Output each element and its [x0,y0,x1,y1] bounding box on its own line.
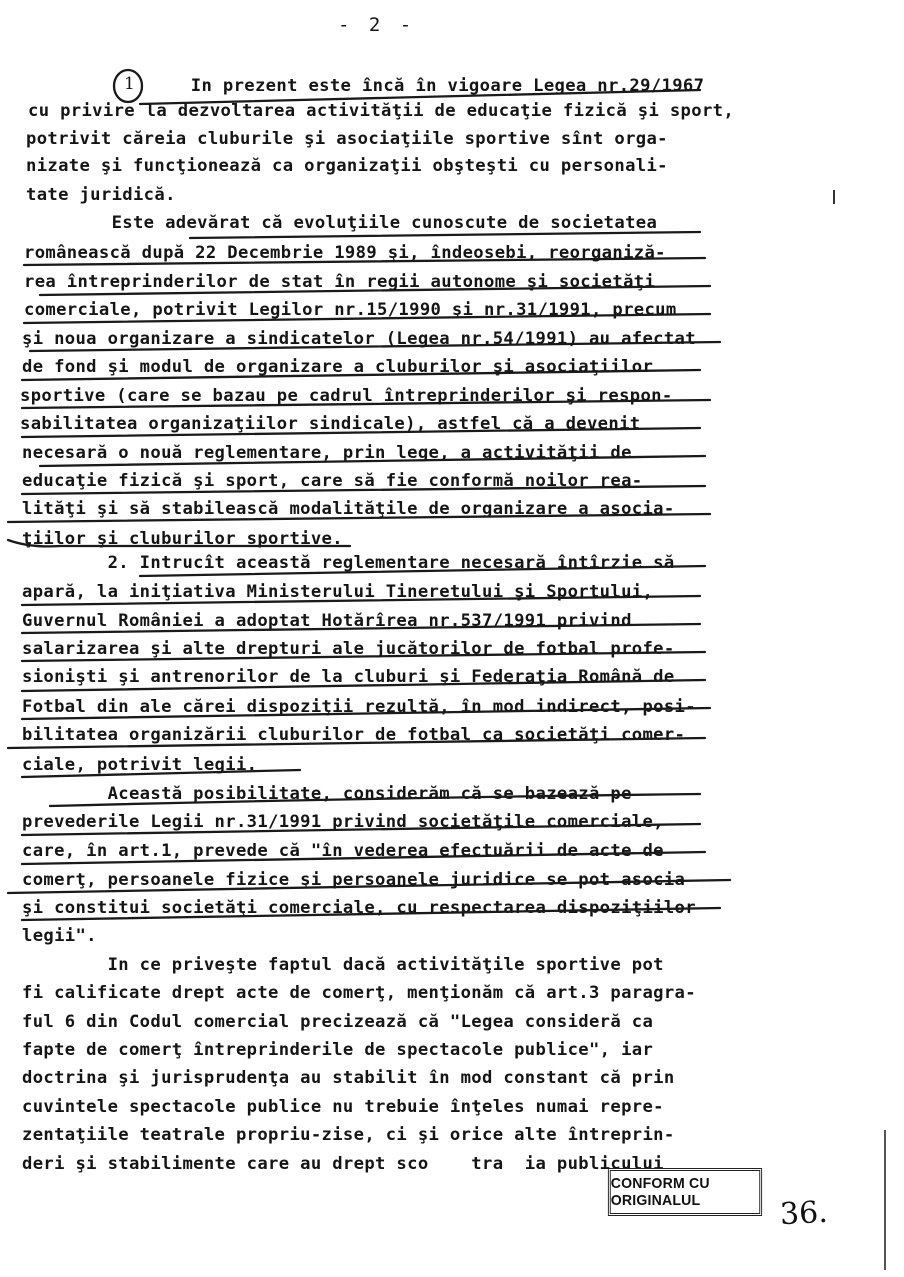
text-line: In prezent este încă în vigoare Legea nr.29/1967 [148,76,705,96]
text-line: comerciale, potrivit Legilor nr.15/1990 şi nr.31/1991, precum [24,300,677,320]
text-line: necesară o nouă reglementare, prin lege, a activităţii de [22,443,632,463]
text-line: Este adevărat că evoluţiile cunoscute de societatea [26,213,658,233]
text-line: Fotbal din ale cărei dispoziţii rezultă, în mod indirect, posi- [22,697,696,717]
text-line: educaţie fizică şi sport, care să fie conformă noilor rea- [22,471,643,491]
text-line: cu privire la dezvoltarea activităţii de educaţie fizică şi sport, [28,101,735,121]
text-line: ful 6 din Codul comercial precizează că "Legea consideră ca [22,1012,654,1032]
folio-number: 36. [779,1194,829,1233]
conform-cu-originalul-stamp: CONFORM CU ORIGINALUL [608,1168,762,1216]
text-line: şi constitui societăţi comerciale, cu respectarea dispoziţiilor [22,898,696,918]
text-line: nizate şi funcţionează ca organizaţii obşteşti cu personali- [26,156,668,176]
text-line: de fond şi modul de organizare a cluburilor şi asociaţiilor [22,357,654,377]
text-line: Guvernul României a adoptat Hotărîrea nr.537/1991 privind [22,611,632,631]
text-line: sabilitatea organizaţiilor sindicale), astfel că a devenit [20,414,641,434]
page-number: - 2 - [338,14,416,36]
text-line: ciale, potrivit legii. [22,755,258,775]
text-line: tate juridică. [26,185,176,205]
scan-edge-line [884,1130,886,1270]
text-line: salarizarea şi alte drepturi ale jucătorilor de fotbal profe- [22,639,675,659]
text-line: lităţi şi să stabilească modalităţile de organizare a asocia- [22,499,675,519]
text-line: Această posibilitate, considerăm că se bazează pe [22,784,632,804]
text-line: sportive (care se bazau pe cadrul întreprinderilor şi respon- [20,386,673,406]
text-line: doctrina şi jurisprudenţa au stabilit în mod constant că prin [22,1068,675,1088]
text-line: fapte de comerţ întreprinderile de spectacole publice", iar [22,1040,654,1060]
text-line: deri şi stabilimente care au drept sco tra ia publicului [22,1154,664,1174]
text-line: zentaţiile teatrale propriu-zise, ci şi orice alte întreprin- [22,1125,675,1145]
text-line: care, în art.1, prevede că "în vederea efectuării de acte de [22,841,664,861]
text-line: potrivit căreia cluburile şi asociaţiile sportive sînt orga- [26,129,668,149]
text-line: In ce priveşte faptul dacă activităţile sportive pot [22,955,664,975]
text-line: apară, la iniţiativa Ministerului Tineretului şi Sportului, [22,582,654,602]
text-line: fi calificate drept acte de comerţ, menţionăm că art.3 paragra- [22,983,696,1003]
text-line: legii". [22,926,97,946]
text-line: cuvintele spectacole publice nu trebuie înţeles numai repre- [22,1097,664,1117]
text-line: bilitatea organizării cluburilor de fotbal ca societăţi comer- [22,725,686,745]
text-line: rea întreprinderilor de stat în regii autonome şi societăţi [24,272,656,292]
text-line: ţiilor şi cluburilor sportive. [22,529,343,549]
text-line: românească după 22 Decembrie 1989 şi, îndeosebi, reorganiză- [24,243,666,263]
text-line: 2. Intrucît această reglementare necesară întîrzie să [22,553,675,573]
text-line: şi noua organizare a sindicatelor (Legea nr.54/1991) au afectat [22,329,696,349]
text-line: comerţ, persoanele fizice şi persoanele juridice se pot asocia [22,870,686,890]
text-line: sionişti şi antrenorilor de la cluburi şi Federaţia Română de [22,667,675,687]
paragraph-mark-label: 1 [124,74,135,94]
text-line: prevederile Legii nr.31/1991 privind societăţile comerciale, [22,812,664,832]
